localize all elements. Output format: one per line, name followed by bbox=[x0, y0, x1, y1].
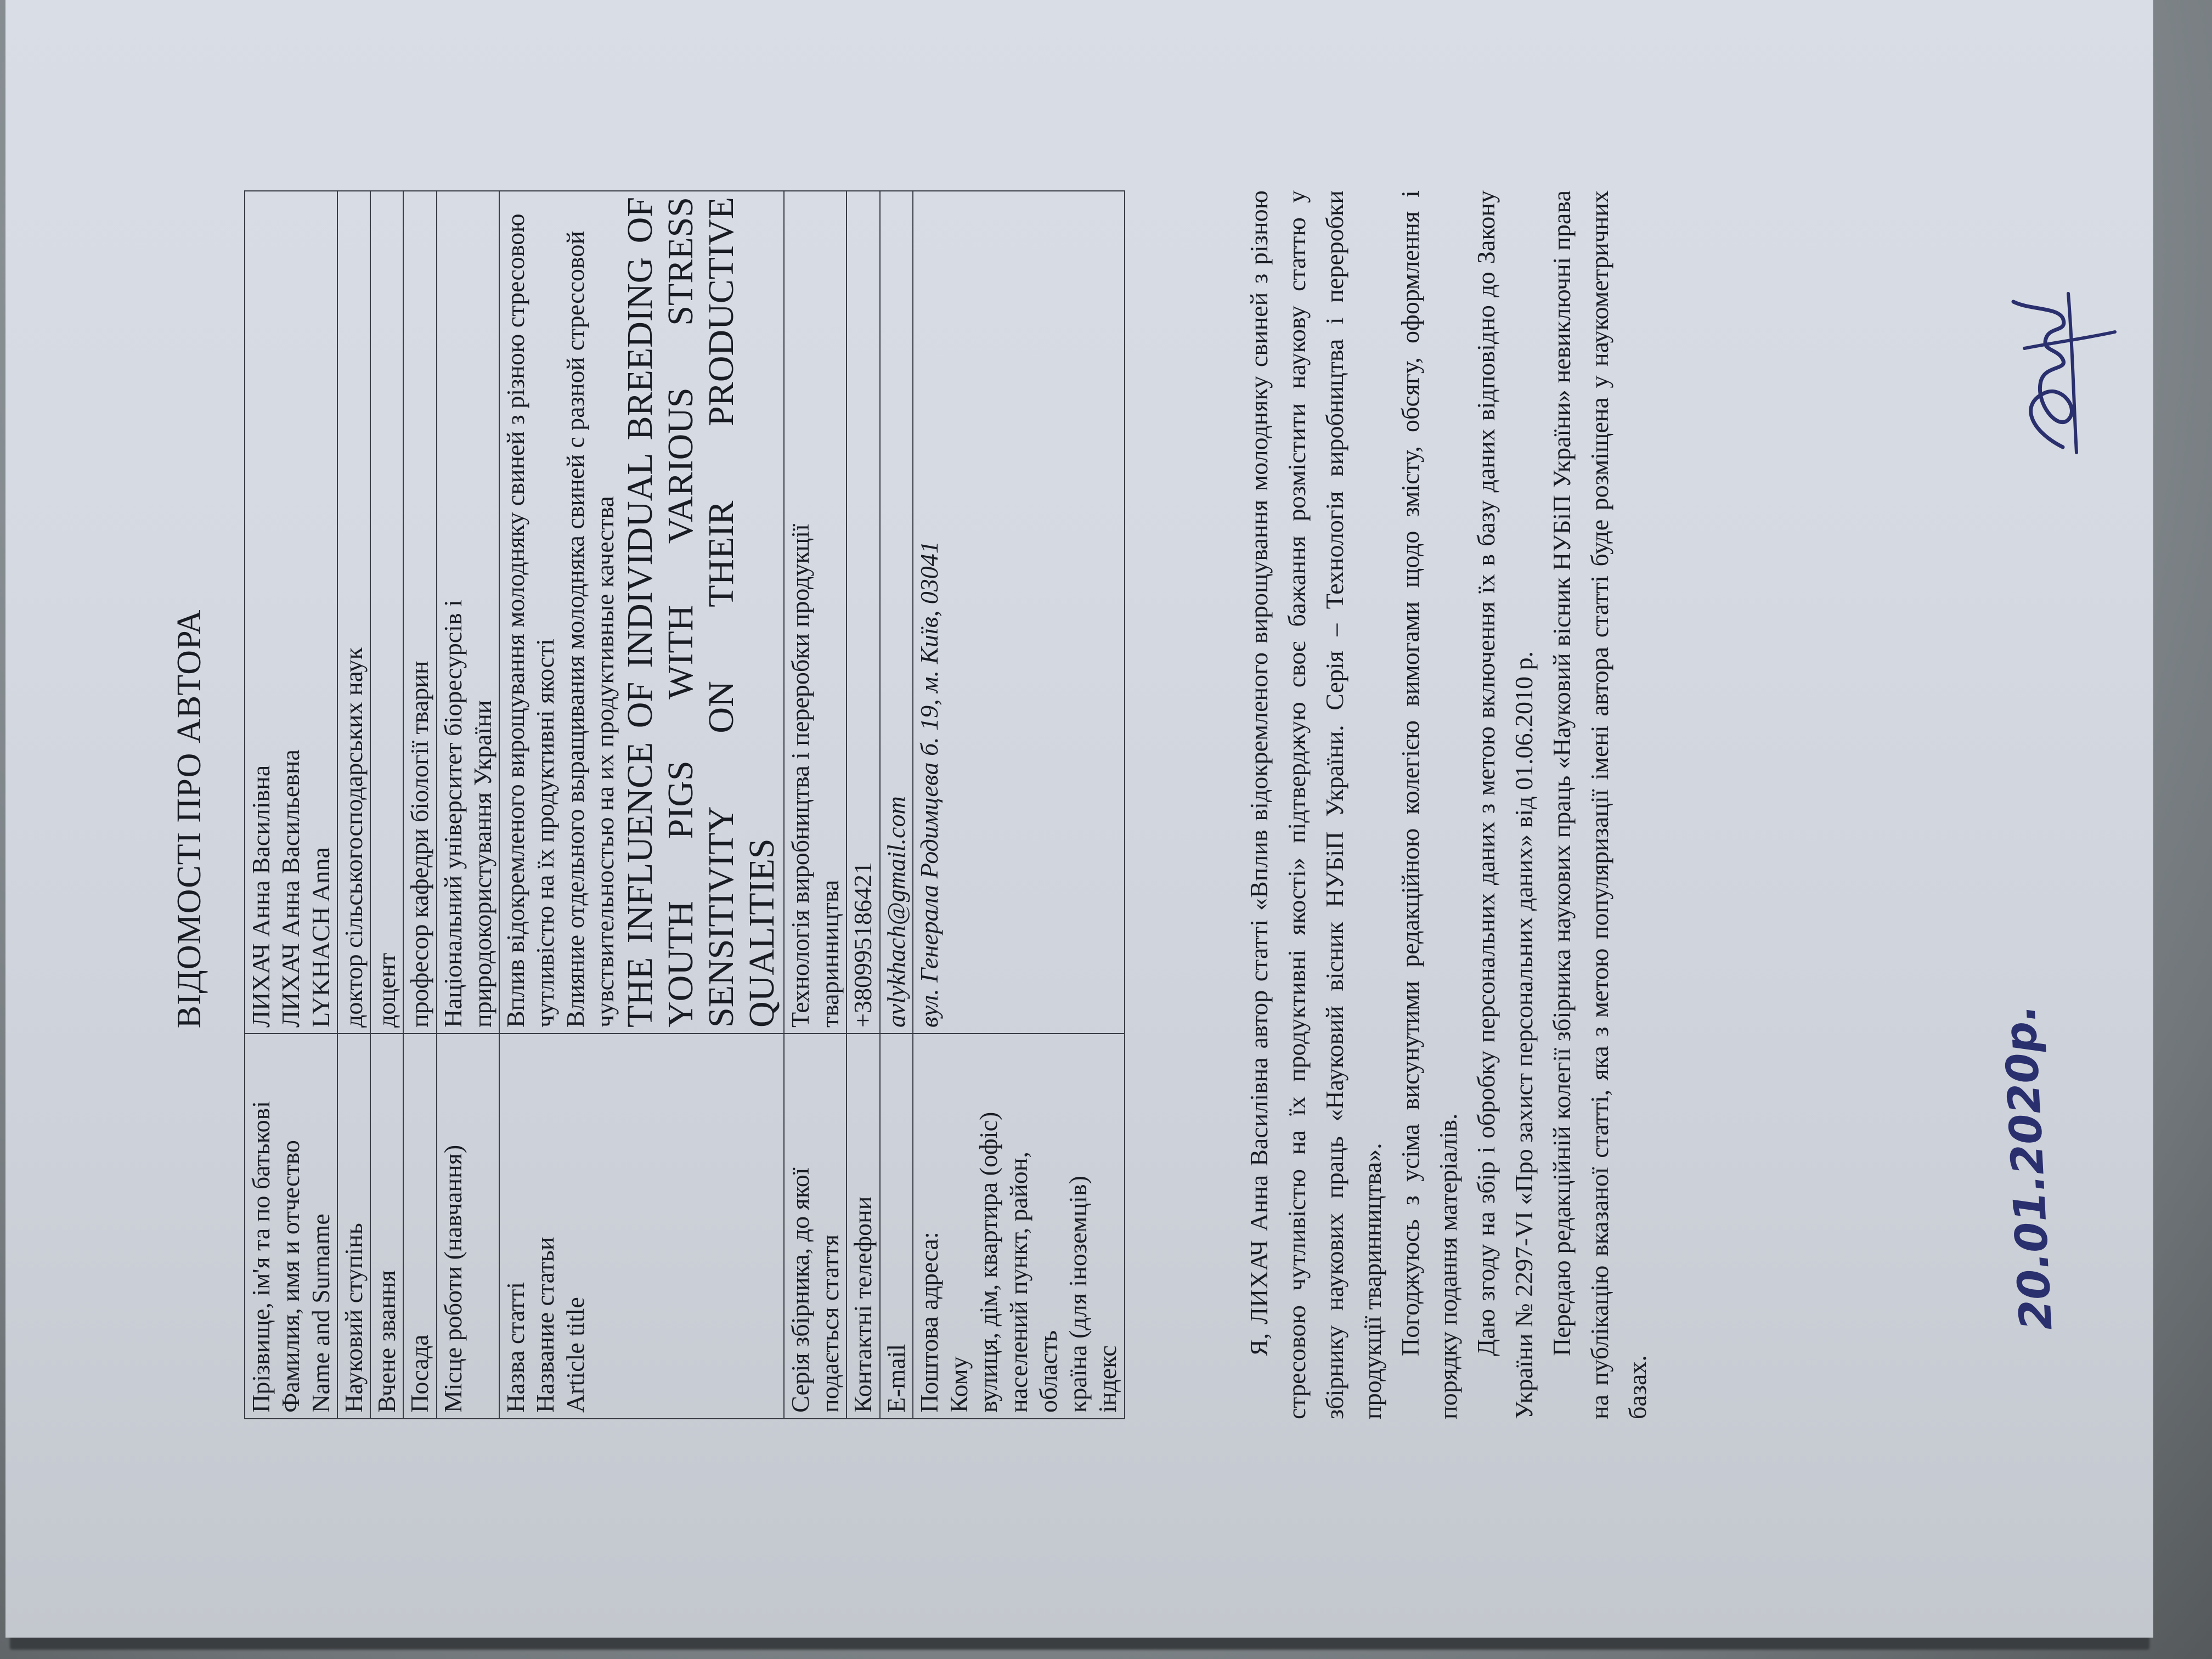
info-row-value bbox=[880, 191, 913, 1034]
declaration-paragraph: Погоджуюсь з усіма висунутими редакційною колегією вимогами щодо змісту, обсягу, оформлення і порядку подання матеріалів. bbox=[1396, 190, 1462, 1419]
declaration-paragraph: Передаю редакційній колегії збірника наукових праць «Науковий вісник НУБіП України» невиключні права на публікацію вказаної статті, яка з метою популяризації імені автора статті буде розміщена у наукометричних базах. bbox=[1548, 190, 1651, 1419]
label-line: Назва статті bbox=[501, 1282, 530, 1413]
info-row bbox=[370, 191, 403, 1419]
value-line: вул. Генерала Родимцева б. 19, м. Київ, 03041 bbox=[915, 541, 943, 1028]
info-row-label bbox=[245, 1034, 337, 1419]
label-line: область bbox=[1034, 1330, 1062, 1413]
info-row-value bbox=[370, 191, 403, 1034]
declaration-text bbox=[1240, 190, 1656, 1419]
label-line: Name and Surname bbox=[306, 1214, 335, 1413]
info-row-value bbox=[337, 191, 370, 1034]
info-row-label bbox=[784, 1034, 847, 1419]
label-line: вулиця, дім, квартира (офіс) bbox=[974, 1111, 1003, 1413]
info-row bbox=[337, 191, 370, 1419]
info-row-label bbox=[913, 1034, 1125, 1419]
info-row-label bbox=[403, 1034, 436, 1419]
value-line: Технологія виробництва і переробки продукції bbox=[786, 524, 814, 1028]
label-line: Фамилия, имя и отчество bbox=[276, 1140, 305, 1413]
label-line: Поштова адреса: bbox=[915, 1232, 943, 1413]
info-row bbox=[913, 191, 1125, 1419]
info-row bbox=[245, 191, 337, 1419]
info-row bbox=[437, 191, 500, 1419]
label-line: Контактні телефони bbox=[849, 1196, 877, 1413]
declaration-paragraph: Даю згоду на збір і обробку персональних даних з метою включення їх в базу даних відповідно до Закону України № 2297-VI «Про захист персональних даних» від 01.06.2010 р. bbox=[1472, 190, 1538, 1419]
info-row-label bbox=[847, 1034, 879, 1419]
label-line: Кому bbox=[945, 1356, 973, 1413]
label-line: Місце роботи (навчання) bbox=[438, 1144, 467, 1413]
label-line: Прізвище, ім'я та по батькові bbox=[247, 1101, 275, 1413]
handwritten-date: 20.01.2020р. bbox=[1994, 1003, 2062, 1332]
info-row bbox=[880, 191, 913, 1419]
label-line: індекс bbox=[1093, 1345, 1122, 1413]
info-row-value bbox=[847, 191, 879, 1034]
value-line: Національний університет біоресурсів і bbox=[438, 600, 467, 1028]
info-row-value bbox=[784, 191, 847, 1034]
value-line: природокористування України bbox=[468, 700, 496, 1028]
label-line: E-mail bbox=[882, 1344, 910, 1413]
info-row-value bbox=[403, 191, 436, 1034]
label-line: Посада bbox=[405, 1334, 434, 1413]
article-title-uk: Вплив відокремленого вирощування молодняку свиней з різною стресовою чутливістю на їх продуктивні якості bbox=[501, 213, 560, 1028]
value-line: avlykhach@gmail.com bbox=[882, 796, 910, 1028]
label-line: подається стаття bbox=[816, 1234, 844, 1413]
value-line: ЛИХАЧ Анна Василівна bbox=[247, 765, 275, 1028]
document-page bbox=[5, 0, 2153, 1638]
label-line: Вчене звання bbox=[373, 1270, 401, 1413]
author-info-table bbox=[244, 190, 1125, 1419]
info-row-label bbox=[499, 1034, 784, 1419]
label-line: Серія збірника, до якої bbox=[786, 1167, 814, 1413]
paper-sheet bbox=[5, 0, 2153, 1638]
value-line: ЛИХАЧ Анна Васильевна bbox=[276, 749, 305, 1028]
info-row bbox=[847, 191, 879, 1419]
info-row-value bbox=[437, 191, 500, 1034]
info-row-label bbox=[337, 1034, 370, 1419]
value-line: тваринництва bbox=[816, 879, 844, 1028]
document-title: ВІДОМОСТІ ПРО АВТОРА bbox=[171, 609, 208, 1029]
info-row bbox=[499, 191, 784, 1419]
label-line: країна (для іноземців) bbox=[1064, 1176, 1092, 1413]
label-line: Article title bbox=[561, 1297, 589, 1413]
info-row-value bbox=[913, 191, 1125, 1034]
info-row-value bbox=[499, 191, 784, 1034]
label-line: Название статьи bbox=[531, 1237, 560, 1413]
info-row-label bbox=[437, 1034, 500, 1419]
label-line: Науковий ступінь bbox=[339, 1223, 368, 1413]
value-line: доктор сільськогосподарських наук bbox=[339, 647, 368, 1028]
handwritten-signature bbox=[1980, 288, 2123, 469]
info-row-value bbox=[245, 191, 337, 1034]
declaration-paragraph: Я, ЛИХАЧ Анна Василівна автор статті «Вплив відокремленого вирощування молодняку свиней з різною стресовою чутливістю на їх продуктивні якості» підтверджую своє бажання розмістити наукову статтю у збірнику наукових праць «Науковий вісник НУБіП України. Серія – Технологія виробництва і переробки продукції тваринництва». bbox=[1245, 190, 1386, 1419]
value-line: LYKHACH Anna bbox=[306, 847, 335, 1028]
article-title-ru: Влияние отдельного выращивания молодняка свиней с разной стрессовой чувствительностью на их продуктивные качества bbox=[561, 230, 619, 1028]
label-line: населений пункт, район, bbox=[1004, 1152, 1032, 1413]
info-row-label bbox=[370, 1034, 403, 1419]
info-row bbox=[784, 191, 847, 1419]
info-row-label bbox=[880, 1034, 913, 1419]
value-line: доцент bbox=[373, 952, 401, 1028]
article-title-en: THE INFLUENCE OF INDIVIDUAL BREEDING OF YOUTH PIGS WITH VARIOUS STRESS SENSITIVITY ON THEIR PRODUCTIVE QUALITIES bbox=[620, 197, 782, 1028]
value-line: +380995186421 bbox=[849, 862, 877, 1028]
info-row bbox=[403, 191, 436, 1419]
value-line: професор кафедри біології тварин bbox=[405, 661, 434, 1028]
